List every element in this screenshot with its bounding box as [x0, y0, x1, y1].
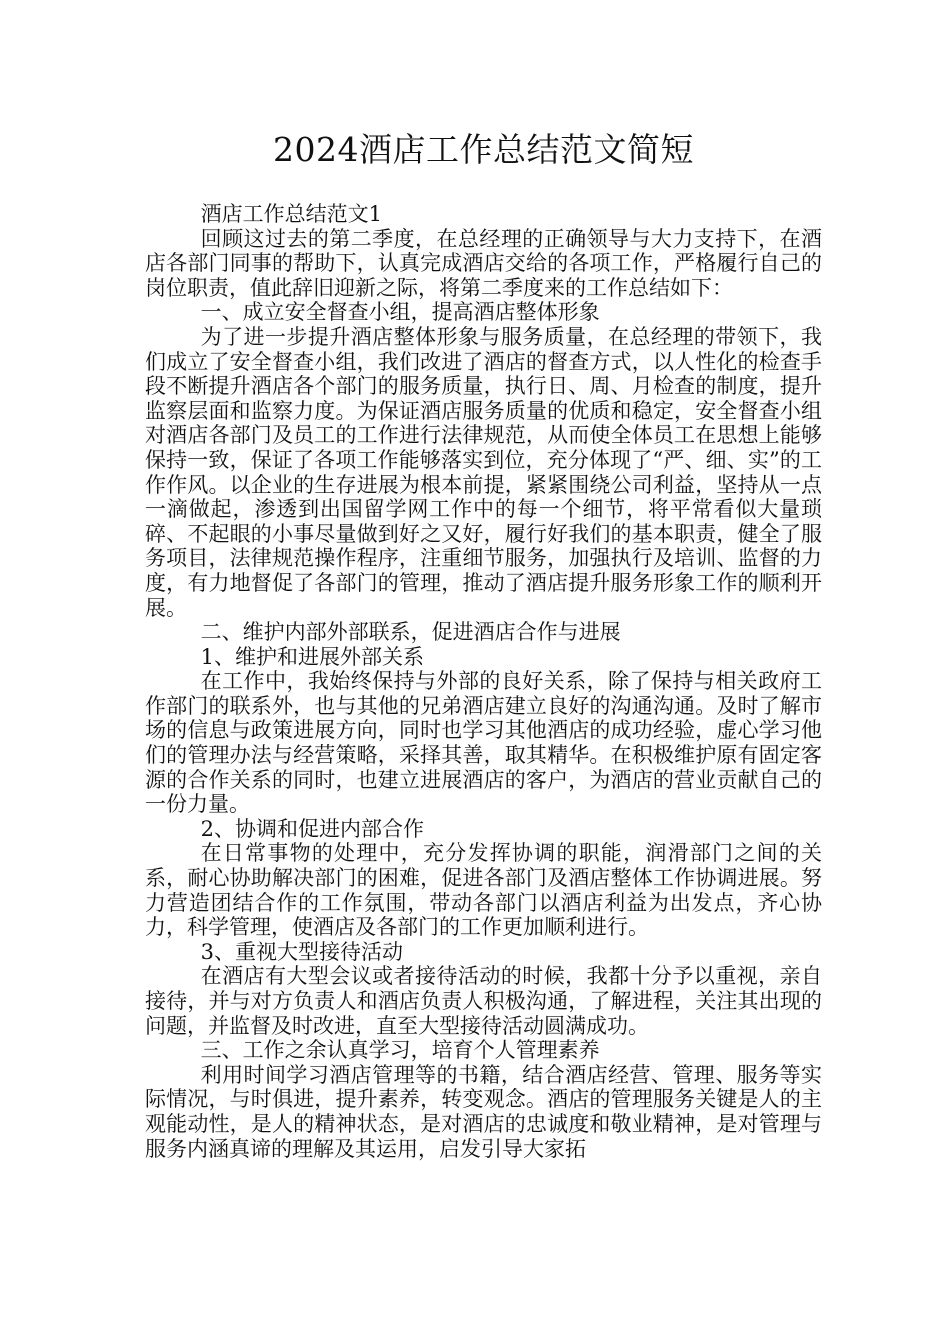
document-title: 2024酒店工作总结范文简短: [273, 130, 694, 169]
body-paragraph: 利用时间学习酒店管理等的书籍，结合酒店经营、管理、服务等实际情况，与时俱进，提升素养，转变观念。酒店的管理服务关键是人的主观能动性，是人的精神状态，是对酒店的忠诚度和敬业精神，是对管理与服务内涵真谛的理解及其运用，启发引导大家拓: [145, 1062, 822, 1161]
section-heading: 二、维护内部外部联系，促进酒店合作与进展: [200, 620, 621, 645]
body-paragraph: 为了进一步提升酒店整体形象与服务质量，在总经理的带领下，我们成立了安全督查小组，我们改进了酒店的督查方式，以人性化的检查手段不断提升酒店各个部门的服务质量，执行日、周、月检查的制度，提升监察层面和监察力度。为保证酒店服务质量的优质和稳定，安全督查小组对酒店各部门及员工的工作进行法律规范，从而使全体员工在思想上能够保持一致，保证了各项工作能够落实到位，充分体现了“严、细、实”的工作作风。以企业的生存进展为根本前提，紧紧围绕公司利益，坚持从一点一滴做起，渗透到出国留学网工作中的每一个细节，将平常看似大量琐碎、不起眼的小事尽量做到好之又好，履行好我们的基本职责，健全了服务项目，法律规范操作程序，注重细节服务，加强执行及培训、监督的力度，有力地督促了各部门的管理，推动了酒店提升服务形象工作的顺利开展。: [145, 324, 822, 620]
subsection-heading: 2、协调和促进内部合作: [200, 816, 425, 841]
body-paragraph: 在工作中，我始终保持与外部的良好关系，除了保持与相关政府工作部门的联系外，也与其他的兄弟酒店建立良好的沟通沟通。及时了解市场的信息与政策进展方向，同时也学习其他酒店的成功经验，虚心学习他们的管理办法与经营策略，采择其善，取其精华。在积极维护原有固定客源的合作关系的同时，也建立进展酒店的客户，为酒店的营业贡献自己的一份力量。: [145, 669, 822, 817]
document-body: [145, 202, 822, 1161]
section-heading: 三、工作之余认真学习，培育个人管理素养: [200, 1038, 600, 1063]
section-heading: 一、成立安全督查小组，提高酒店整体形象: [200, 300, 600, 325]
body-paragraph: 回顾这过去的第二季度，在总经理的正确领导与大力支持下，在酒店各部门同事的帮助下，认真完成酒店交给的各项工作，严格履行自己的岗位职责，值此辞旧迎新之际，将第二季度来的工作总结如下：: [145, 226, 822, 300]
body-paragraph: 在日常事物的处理中，充分发挥协调的职能，润滑部门之间的关系，耐心协助解决部门的困难，促进各部门及酒店整体工作协调进展。努力营造团结合作的工作氛围，带动各部门以酒店利益为出发点，齐心协力，科学管理，使酒店及各部门的工作更加顺利进行。: [145, 841, 822, 940]
subsection-heading: 3、重视大型接待活动: [200, 939, 404, 964]
section-heading: 酒店工作总结范文1: [200, 202, 383, 226]
subsection-heading: 1、维护和进展外部关系: [200, 644, 425, 669]
body-paragraph: 在酒店有大型会议或者接待活动的时候，我都十分予以重视，亲自接待，并与对方负责人和酒店负责人积极沟通，了解进程，关注其出现的问题，并监督及时改进，直至大型接待活动圆满成功。: [145, 964, 822, 1038]
